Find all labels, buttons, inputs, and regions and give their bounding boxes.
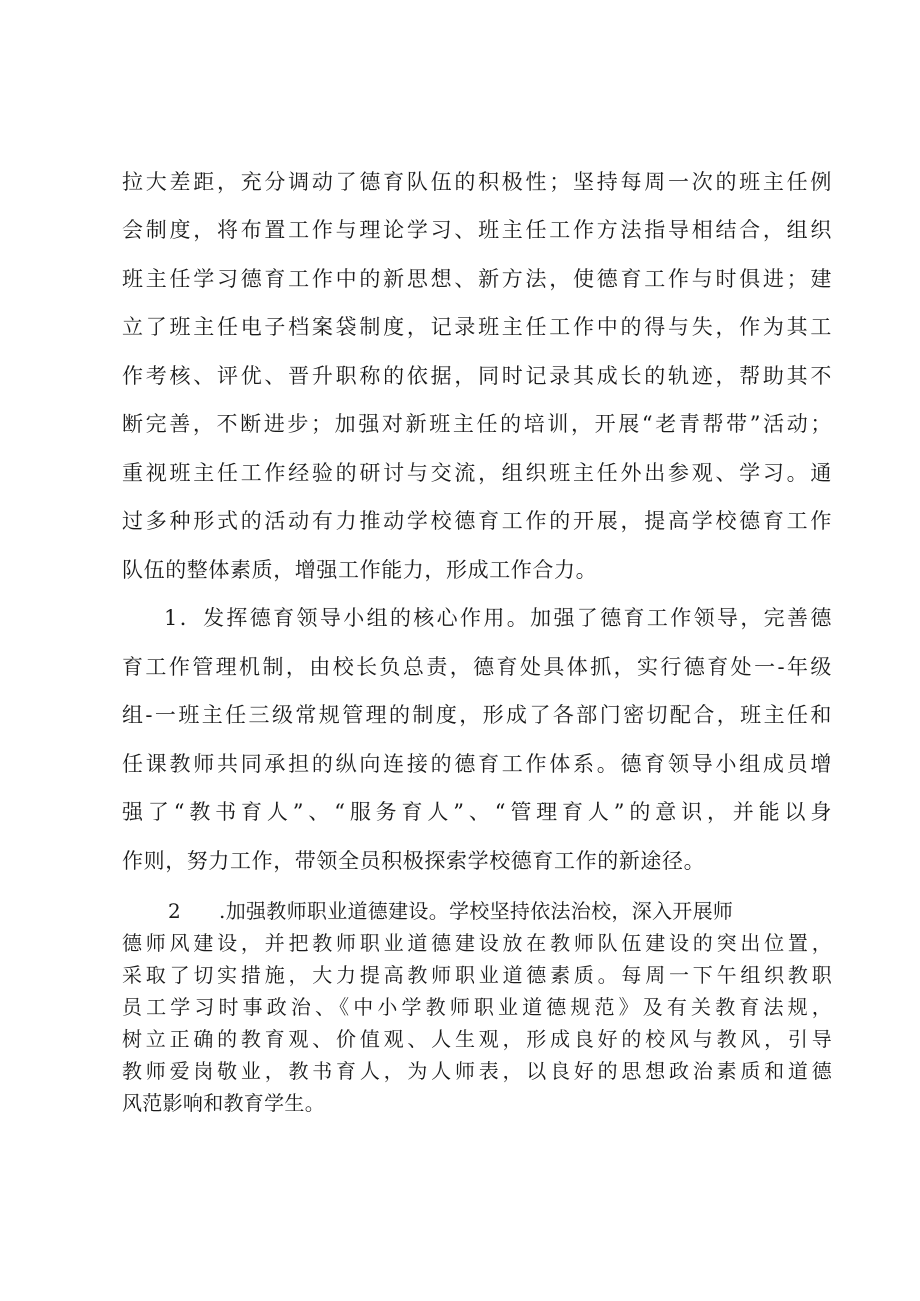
text-line: 育工作管理机制，由校长负总责，德育处具体抓，实行德育处一-年级: [122, 655, 832, 679]
text-line: 立了班主任电子档案袋制度，记录班主任工作中的得与失，作为其工: [122, 315, 832, 339]
text-line: 员工学习时事政治、《中小学教师职业道德规范》及有关教育法规，: [122, 995, 832, 1019]
text-line: 教师爱岗敬业，教书育人，为人师表，以良好的思想政治素质和道德: [122, 1059, 832, 1083]
item-number: 2: [168, 899, 182, 923]
text-line: 拉大差距，充分调动了德育队伍的积极性；坚持每周一次的班主任例: [122, 170, 832, 194]
text-line: 作考核、评优、晋升职称的依据，同时记录其成长的轨迹，帮助其不: [122, 364, 832, 388]
text-line-first: [168, 896, 832, 926]
text-line: 过多种形式的活动有力推动学校德育工作的开展，提高学校德育工作: [122, 509, 832, 533]
text-line: 强了“教书育人”、“服务育人”、“管理育人”的意识，并能以身: [122, 800, 832, 824]
text-line: 队伍的整体素质，增强工作能力，形成工作合力。: [122, 558, 598, 582]
text-line: 断完善，不断进步；加强对新班主任的培训，开展“老青帮带”活动；: [122, 412, 832, 436]
text-line: 作则，努力工作，带领全员积极探索学校德育工作的新途径。: [122, 849, 706, 873]
text-line: 采取了切实措施，大力提高教师职业道德素质。每周一下午组织教职: [122, 963, 832, 987]
text-line: 组-一班主任三级常规管理的制度，形成了各部门密切配合，班主任和: [122, 703, 832, 727]
text-line: 1．发挥德育领导小组的核心作用。加强了德育工作领导，完善德: [164, 606, 832, 630]
text-line: 班主任学习德育工作中的新思想、新方法，使德育工作与时俱进；建: [122, 267, 832, 291]
text-line: 德师风建设，并把教师职业道德建设放在教师队伍建设的突出位置，: [122, 931, 832, 955]
text-line: 重视班主任工作经验的研讨与交流，组织班主任外出参观、学习。通: [122, 461, 832, 485]
text-line: 风范影响和教育学生。: [122, 1091, 325, 1115]
text-line: .加强教师职业道德建设。学校坚持依法治校，深入开展师: [219, 899, 734, 923]
text-line: 会制度，将布置工作与理论学习、班主任工作方法指导相结合，组织: [122, 218, 832, 242]
text-line: 任课教师共同承担的纵向连接的德育工作体系。德育领导小组成员增: [122, 752, 832, 776]
text-line: 树立正确的教育观、价值观、人生观，形成良好的校风与教风，引导: [122, 1027, 832, 1051]
